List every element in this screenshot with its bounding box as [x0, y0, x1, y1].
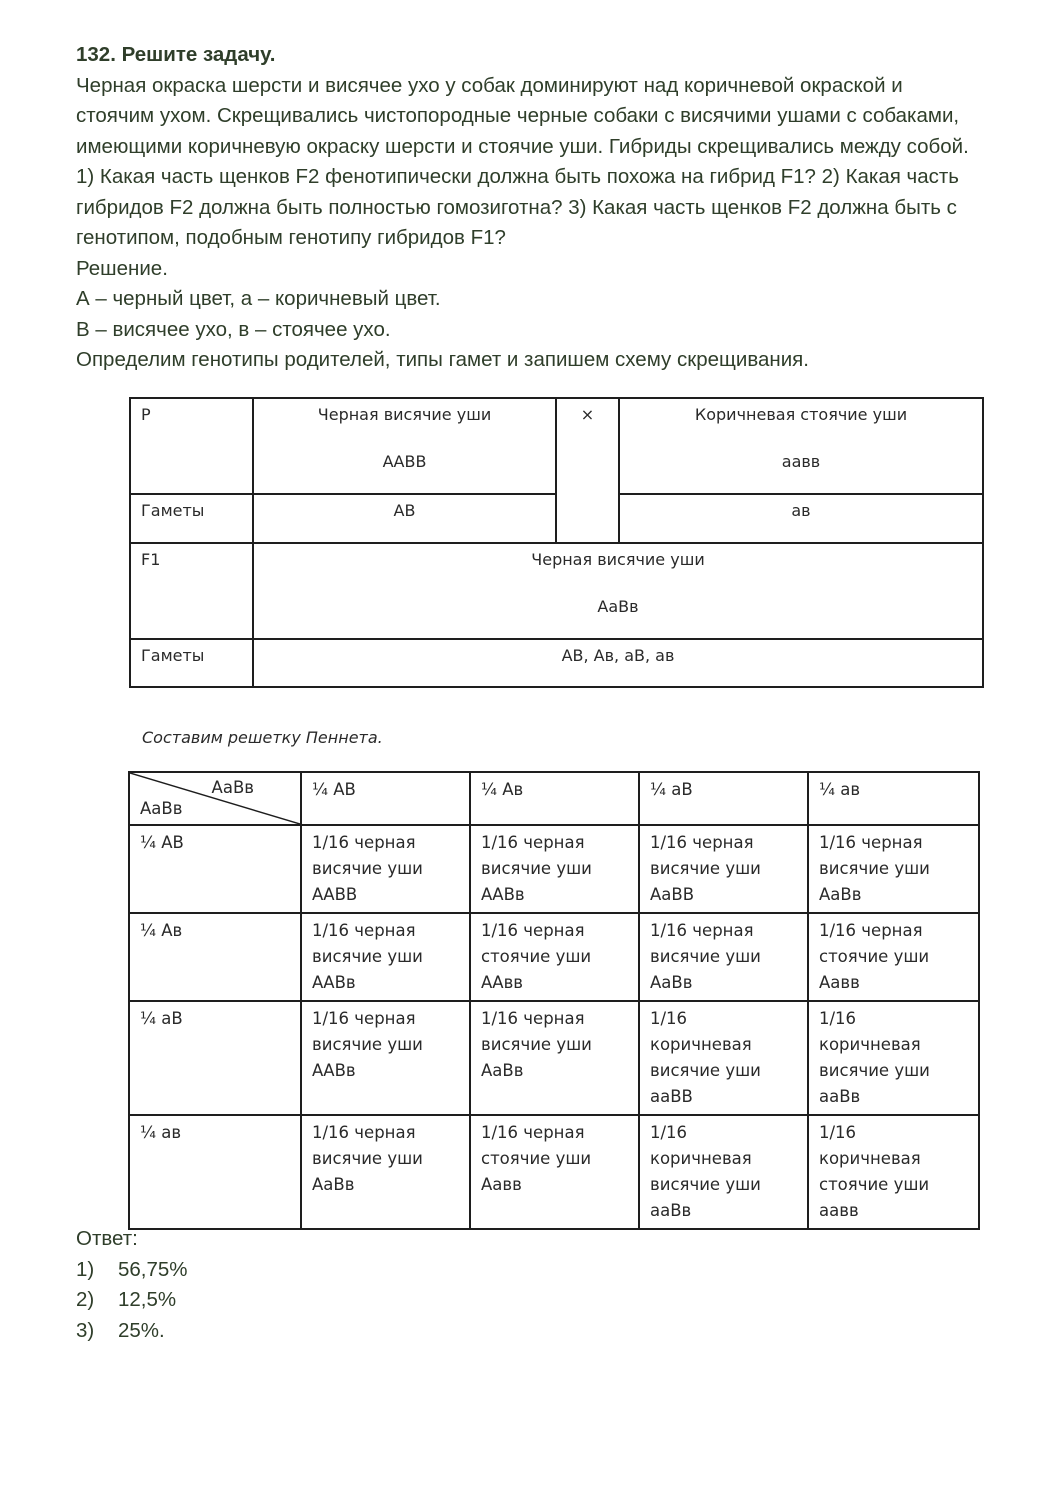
corner-parent2: АаВв: [140, 799, 183, 818]
task-line: стоячим ухом. Скрещивались чистопородные черные собаки с висячими ушами с собаками,: [76, 104, 960, 127]
punnett-cell: [639, 1001, 808, 1115]
punnett-cell: [808, 1001, 979, 1115]
parent1-cell: [253, 398, 556, 494]
cell-line: коричневая: [819, 1035, 921, 1054]
cell-line: висячие уши: [650, 1175, 761, 1194]
cell-line: висячие уши: [312, 1035, 423, 1054]
cell-line: коричневая: [650, 1035, 752, 1054]
punnett-row: [129, 1001, 979, 1115]
solution-heading: Решение.: [76, 256, 168, 280]
answer-item: [76, 1316, 188, 1347]
cell-line: висячие уши: [481, 859, 592, 878]
cell-line: АаВв: [312, 1175, 355, 1194]
f1-gametes: АВ, Ав, аВ, ав: [253, 639, 983, 687]
cell-line: висячие уши: [312, 947, 423, 966]
f1-cell: [253, 543, 983, 639]
task-line: 1) Какая часть щенков F2 фенотипически должна быть похожа на гибрид F1? 2) Какая часть: [76, 165, 959, 188]
answer-block: [76, 1224, 188, 1346]
punnett-header-row: [129, 772, 979, 825]
cross-scheme-table: [129, 397, 984, 688]
gamete2: ав: [619, 494, 983, 543]
cell-line: аавв: [819, 1201, 859, 1220]
cell-line: 1/16 черная: [312, 1009, 416, 1028]
cell-line: ААВВ: [312, 885, 358, 904]
punnett-caption: Составим решетку Пеннета.: [142, 728, 383, 747]
cell-line: висячие уши: [650, 859, 761, 878]
punnett-row-header: ¼ Ав: [129, 913, 301, 1001]
cell-line: 1/16 черная: [819, 833, 923, 852]
gametes-label: Гаметы: [130, 494, 253, 543]
punnett-row: [129, 825, 979, 913]
cell-line: коричневая: [819, 1149, 921, 1168]
cell-line: 1/16: [650, 1009, 688, 1028]
cell-line: стоячие уши: [819, 947, 930, 966]
cross-sign: ×: [580, 405, 595, 424]
cross-row-f1-gametes: [130, 639, 983, 687]
punnett-cell: [470, 1115, 639, 1229]
answer-title: Ответ:: [76, 1227, 138, 1250]
answer-number: 3): [76, 1318, 95, 1342]
cell-line: стоячие уши: [481, 947, 592, 966]
punnett-cell: [470, 825, 639, 913]
punnett-cell: [808, 1115, 979, 1229]
cell-line: висячие уши: [819, 1061, 930, 1080]
cell-line: 1/16: [819, 1123, 857, 1142]
answer-value: 12,5%: [118, 1288, 177, 1311]
cell-line: висячие уши: [650, 947, 761, 966]
cell-line: висячие уши: [312, 859, 423, 878]
parent2-cell: [619, 398, 983, 494]
punnett-col-header: ¼ АВ: [301, 772, 470, 825]
punnett-cell: [301, 1001, 470, 1115]
cell-line: 1/16 черная: [481, 833, 585, 852]
f1-label: F1: [130, 543, 253, 639]
task-line: В – висячее ухо, в – стоячее ухо.: [76, 317, 391, 341]
cell-line: 1/16 черная: [312, 833, 416, 852]
task-line: имеющими коричневую окраску шерсти и стоячие уши. Гибриды скрещивались между собой.: [76, 134, 969, 158]
task-text: [76, 40, 1026, 376]
cell-line: висячие уши: [481, 1035, 592, 1054]
task-line: Определим генотипы родителей, типы гамет и запишем схему скрещивания.: [76, 348, 809, 371]
corner-parent1: АаВв: [211, 778, 254, 797]
punnett-cell: [639, 913, 808, 1001]
cell-line: 1/16 черная: [819, 921, 923, 940]
cell-line: 1/16 черная: [312, 921, 416, 940]
answer-number: 2): [76, 1288, 95, 1311]
p-label: P: [130, 398, 253, 494]
cross-row-parents: [130, 398, 983, 494]
cross-sign-cell: [556, 398, 619, 543]
cell-line: ААВв: [312, 1061, 356, 1080]
cell-line: АаВВ: [650, 885, 695, 904]
parent1-genotype: ААВВ: [382, 452, 427, 471]
cell-line: 1/16 черная: [650, 833, 754, 852]
punnett-cell: [639, 825, 808, 913]
cell-line: АаВв: [819, 885, 862, 904]
punnett-row-header: ¼ аВ: [129, 1001, 301, 1115]
cell-line: ААвв: [481, 973, 524, 992]
cross-row-f1: [130, 543, 983, 639]
cell-line: ААВв: [481, 885, 525, 904]
punnett-cell: [301, 913, 470, 1001]
cell-line: Аавв: [819, 973, 860, 992]
f1-phenotype: Черная висячие уши: [531, 550, 705, 569]
cell-line: 1/16 черная: [481, 1123, 585, 1142]
cell-line: висячие уши: [650, 1061, 761, 1080]
cell-line: АаВв: [481, 1061, 524, 1080]
punnett-col-header: ¼ Ав: [470, 772, 639, 825]
cell-line: висячие уши: [312, 1149, 423, 1168]
cell-line: 1/16 черная: [481, 921, 585, 940]
punnett-cell: [808, 913, 979, 1001]
task-line: Черная окраска шерсти и висячее ухо у собак доминируют над коричневой окраской и: [76, 73, 903, 97]
punnett-col-header: ¼ аВ: [639, 772, 808, 825]
answer-item: [76, 1255, 188, 1286]
task-title: 132. Решите задачу.: [76, 43, 276, 66]
task-line: генотипом, подобным генотипу гибридов F1?: [76, 226, 506, 249]
punnett-corner-cell: [129, 772, 301, 825]
cell-line: 1/16: [650, 1123, 688, 1142]
cell-line: Аавв: [481, 1175, 522, 1194]
cell-line: стоячие уши: [481, 1149, 592, 1168]
answer-number: 1): [76, 1257, 95, 1281]
cell-line: коричневая: [650, 1149, 752, 1168]
task-line: гибридов F2 должна быть полностью гомозиготна? 3) Какая часть щенков F2 должна быть с: [76, 195, 957, 219]
parent2-genotype: аавв: [781, 452, 821, 471]
punnett-cell: [470, 913, 639, 1001]
punnett-square: [128, 771, 980, 1230]
cell-line: стоячие уши: [819, 1175, 930, 1194]
cell-line: АаВв: [650, 973, 693, 992]
parent1-phenotype: Черная висячие уши: [317, 405, 492, 424]
punnett-cell: [808, 825, 979, 913]
cell-line: 1/16 черная: [312, 1123, 416, 1142]
punnett-row-header: ¼ АВ: [129, 825, 301, 913]
punnett-row: [129, 913, 979, 1001]
punnett-row-header: ¼ ав: [129, 1115, 301, 1229]
cell-line: висячие уши: [819, 859, 930, 878]
f1-genotype: АаВв: [597, 597, 639, 616]
f1-gametes-label: Гаметы: [130, 639, 253, 687]
punnett-cell: [301, 1115, 470, 1229]
cell-line: ААВв: [312, 973, 356, 992]
answer-item: [76, 1285, 188, 1316]
cell-line: 1/16 черная: [650, 921, 754, 940]
punnett-row: [129, 1115, 979, 1229]
cell-line: ааВв: [819, 1087, 861, 1106]
answer-value: 25%.: [118, 1318, 165, 1342]
punnett-col-header: ¼ ав: [808, 772, 979, 825]
gamete1: АВ: [253, 494, 556, 543]
cell-line: ааВВ: [650, 1087, 693, 1106]
cell-line: 1/16 черная: [481, 1009, 585, 1028]
punnett-cell: [639, 1115, 808, 1229]
cell-line: 1/16: [819, 1009, 857, 1028]
answer-value: 56,75%: [118, 1257, 188, 1281]
punnett-cell: [470, 1001, 639, 1115]
cell-line: ааВв: [650, 1201, 692, 1220]
parent2-phenotype: Коричневая стоячие уши: [694, 405, 908, 424]
task-line: А – черный цвет, а – коричневый цвет.: [76, 287, 441, 310]
punnett-cell: [301, 825, 470, 913]
